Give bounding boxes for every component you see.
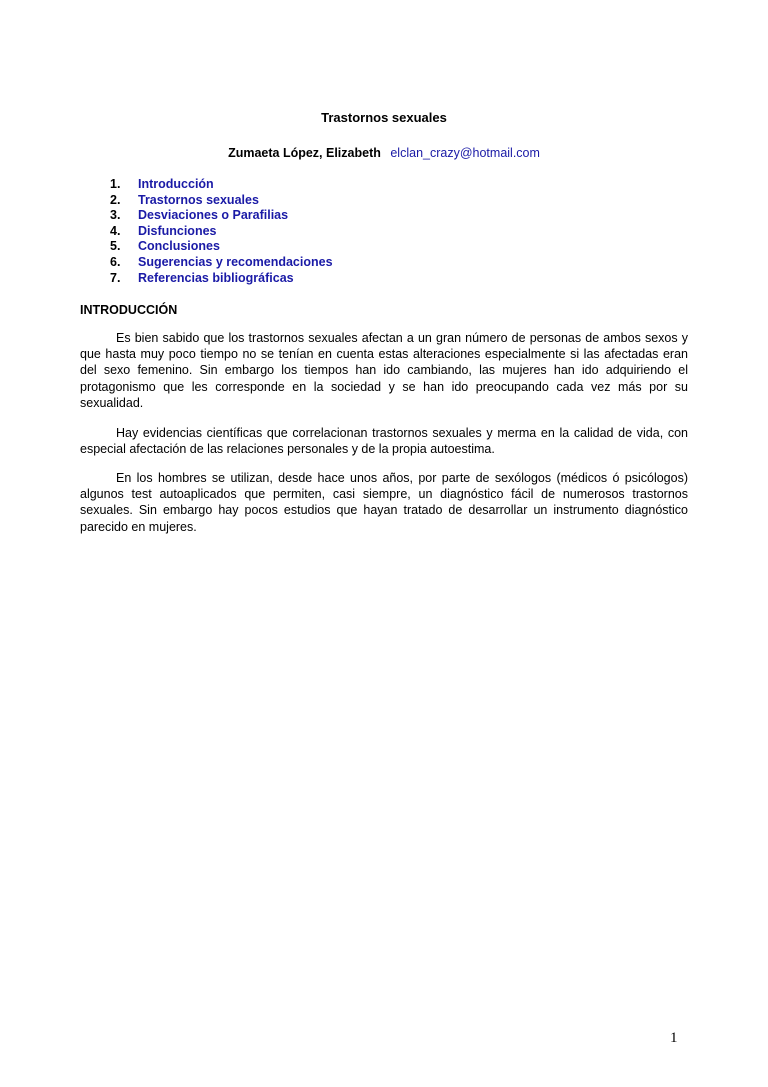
- toc-item[interactable]: [110, 177, 333, 193]
- toc-link-trastornos-sexuales[interactable]: Trastornos sexuales: [138, 192, 259, 207]
- author-email-link[interactable]: elclan_crazy@hotmail.com: [390, 146, 540, 160]
- toc-number: 1.: [110, 177, 121, 191]
- toc-number: 2.: [110, 192, 121, 207]
- section-heading-introduccion: INTRODUCCIÓN: [80, 303, 178, 317]
- body-paragraph: Es bien sabido que los trastornos sexuales afectan a un gran número de personas de ambos sexos y que hasta muy poco tiempo no se tenían en cuenta estas alteraciones especialmente si las afectadas eran del sexo femenino. Sin embargo los tiempos han ido cambiando, las mujeres han ido adquiriendo el protagonismo que les corresponde en la sociedad y se han ido preocupando cada vez más por su sexualidad.: [80, 331, 688, 410]
- author-line: [0, 146, 768, 160]
- toc-link-desviaciones[interactable]: Desviaciones o Parafilias: [138, 208, 289, 223]
- toc-item[interactable]: [110, 239, 333, 255]
- toc-item[interactable]: [110, 255, 333, 271]
- body-paragraph: En los hombres se utilizan, desde hace unos años, por parte de sexólogos (médicos ó psicólogos) algunos test autoaplicados que permiten, casi siempre, un diagnóstico fácil de numerosos trastornos sexuales. Sin embargo hay pocos estudios que hayan tratado de desarrollar un instrumento diagnóstico parecido en mujeres.: [80, 471, 688, 534]
- toc-item[interactable]: [110, 193, 333, 209]
- toc-link-referencias[interactable]: Referencias bibliográficas: [138, 270, 294, 285]
- toc-link-disfunciones[interactable]: Disfunciones: [138, 223, 217, 238]
- body-paragraph: Hay evidencias científicas que correlacionan trastornos sexuales y merma en la calidad de vida, con especial afectación de las relaciones personales y de la propia autoestima.: [80, 426, 688, 457]
- toc-link-conclusiones[interactable]: Conclusiones: [138, 239, 220, 254]
- toc-link-introduccion[interactable]: Introducción: [138, 177, 214, 191]
- toc-item[interactable]: [110, 271, 333, 287]
- toc-number: 3.: [110, 208, 121, 223]
- toc-number: 5.: [110, 239, 121, 254]
- toc-number: 6.: [110, 254, 121, 269]
- toc-number: 4.: [110, 223, 121, 238]
- table-of-contents: [110, 177, 333, 286]
- toc-item[interactable]: [110, 224, 333, 240]
- document-title: Trastornos sexuales: [321, 110, 447, 125]
- author-name: Zumaeta López, Elizabeth: [228, 146, 381, 160]
- toc-number: 7.: [110, 270, 121, 285]
- toc-link-sugerencias[interactable]: Sugerencias y recomendaciones: [138, 254, 333, 269]
- toc-item[interactable]: [110, 208, 333, 224]
- page-number: 1: [670, 1030, 678, 1046]
